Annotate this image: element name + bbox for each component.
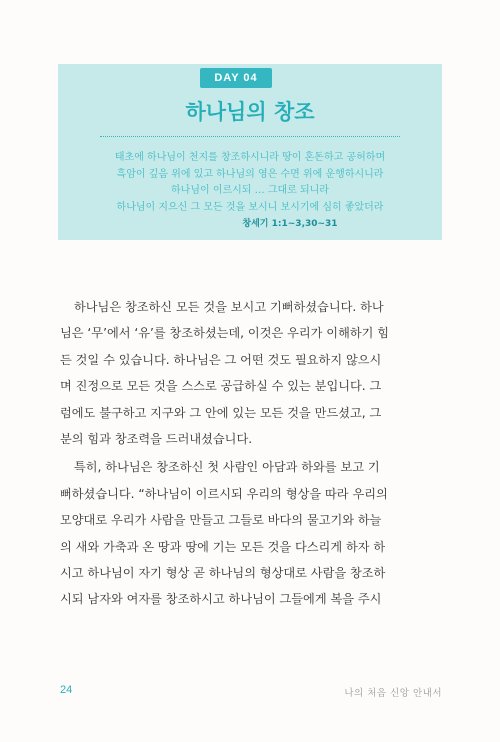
paragraph-1-line: 하나님은 창조하신 모든 것을 보시고 기뻐하셨습니다. 하나 [74, 300, 384, 314]
body-text [60, 294, 444, 613]
paragraph-2-line: 의 새와 가축과 온 땅과 땅에 기는 모든 것을 다스리게 하자 하 [60, 539, 386, 554]
paragraph-2-line: 뻐하셨습니다. “하나님이 이르시되 우리의 형상을 따라 우리의 [60, 486, 388, 501]
verse-line: 태초에 하나님이 천지를 창조하시니라 땅이 혼돈하고 공허하며 [114, 152, 386, 163]
paragraph-2-line: 시되 남자와 여자를 창조하시고 하나님이 그들에게 복을 주시 [60, 592, 382, 607]
page-number: 24 [60, 684, 73, 696]
paragraph-2-line: 시고 하나님이 자기 형상 곧 하나님의 형상대로 사람을 창조하 [60, 566, 386, 581]
scripture-verse [58, 150, 442, 232]
verse-line: 하나님이 이르시되 … 그대로 되니라 [171, 185, 329, 196]
paragraph-1-line: 럼에도 불구하고 지구와 그 안에 있는 모든 것을 만드셨고, 그 [60, 405, 382, 420]
day-badge: DAY 04 [200, 68, 272, 88]
paragraph-1-line: 든 것일 수 있습니다. 하나님은 그 어떤 것도 필요하지 않으시 [60, 352, 382, 367]
paragraph-2-line: 특히, 하나님은 창조하신 첫 사람인 아담과 하와를 보고 기 [74, 460, 380, 475]
verse-line: 하나님이 지으신 그 모든 것을 보시니 보시기에 심히 좋았더라 [116, 201, 384, 213]
paragraph-1-line: 님은 ‘무’에서 ‘유’를 창조하셨는데, 이것은 우리가 이해하기 힘 [60, 326, 390, 341]
verse-line: 흑암이 깊음 위에 있고 하나님의 영은 수면 위에 운행하시니라 [116, 168, 384, 180]
paragraph-2-line: 모양대로 우리가 사람을 만들고 그들로 바다의 물고기와 하늘 [60, 513, 382, 528]
verse-reference: 창세기 1:1~3,30~31 [242, 219, 338, 229]
page-title: 하나님의 창조 [185, 100, 315, 124]
paragraph-1-line: 분의 힘과 창조력을 드러내셨습니다. [60, 432, 253, 447]
title-divider [100, 136, 400, 137]
book-title: 나의 처음 신앙 안내서 [344, 688, 442, 699]
paragraph-1-line: 며 진정으로 모든 것을 스스로 공급하실 수 있는 분입니다. 그 [60, 379, 382, 394]
